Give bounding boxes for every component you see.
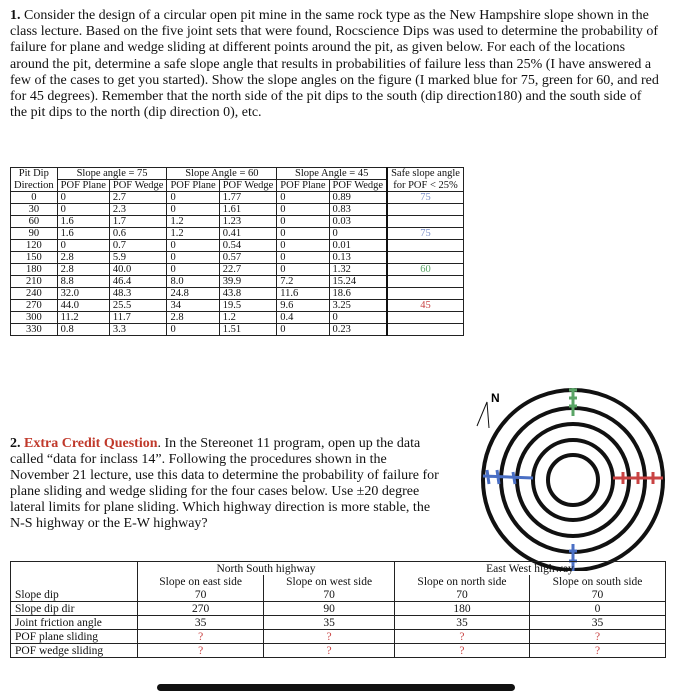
highway-col-header: Slope on south side xyxy=(530,575,666,588)
highway-value-cell: 0 xyxy=(530,602,666,616)
pit-dip-direction-cell: 210 xyxy=(11,276,58,288)
pit-dip-direction-cell: 90 xyxy=(11,228,58,240)
safe-slope-angle-cell xyxy=(387,216,463,228)
safe-slope-angle-cell xyxy=(387,276,463,288)
highway-value-cell: ? xyxy=(394,644,529,658)
question-1-number: 1. xyxy=(10,8,21,23)
north-slope-mark xyxy=(569,388,577,416)
pof-plane-45-cell: 0 xyxy=(277,216,329,228)
pof-plane-75-cell: 2.8 xyxy=(57,264,109,276)
pof-wedge-45-cell: 0 xyxy=(329,312,387,324)
pit-dip-direction-cell: 240 xyxy=(11,288,58,300)
pof-plane-60-cell: 0 xyxy=(167,264,219,276)
pof-plane-60-cell: 0 xyxy=(167,252,219,264)
safe-slope-angle-cell xyxy=(387,288,463,300)
highway-value-cell: 35 xyxy=(530,616,666,630)
highway-row-label: POF wedge sliding xyxy=(11,644,138,658)
pof-plane-45-cell: 0.4 xyxy=(277,312,329,324)
pof-plane-45-cell: 0 xyxy=(277,324,329,336)
pof-row xyxy=(11,312,464,324)
pit-dip-direction-cell: 0 xyxy=(11,192,58,204)
ring-1 xyxy=(483,390,663,570)
pof-plane-75-cell: 44.0 xyxy=(57,300,109,312)
safe-slope-angle-cell xyxy=(387,324,463,336)
pof-wedge-45-cell: 0.23 xyxy=(329,324,387,336)
pof-row xyxy=(11,288,464,300)
question-2-text: . In the Stereonet 11 program, open up the data called “data for inclass 14”. Following the procedures shown in the November 21 lecture, use this data to determine the probability of failure for plane sliding and wedge sliding for the four cases below. Use ±20 degree lateral limits for plane sliding. Which highway direction is more stable, the N-S highway or the E-W highway? xyxy=(10,436,439,531)
highway-value-cell: 35 xyxy=(394,616,529,630)
pof-plane-45-cell: 9.6 xyxy=(277,300,329,312)
pof-wedge-75-cell: 0.6 xyxy=(109,228,167,240)
pit-dip-direction-cell: 30 xyxy=(11,204,58,216)
highway-value-cell: 70 xyxy=(264,588,395,602)
pof-wedge-60-cell: 43.8 xyxy=(219,288,277,300)
pof-wedge-45-cell: 0.03 xyxy=(329,216,387,228)
question-2 xyxy=(10,436,442,532)
pof-plane-45-cell: 0 xyxy=(277,264,329,276)
pof-row xyxy=(11,240,464,252)
ew-highway-header: East West highway xyxy=(394,562,665,576)
pof-wedge-45-header: POF Wedge xyxy=(329,180,387,192)
highway-row-label: Slope dip xyxy=(11,588,138,602)
highway-value-cell: ? xyxy=(530,630,666,644)
north-arrow-icon xyxy=(477,402,489,428)
pof-wedge-60-cell: 39.9 xyxy=(219,276,277,288)
question-1 xyxy=(10,8,662,121)
slope60-header: Slope Angle = 60 xyxy=(167,168,277,180)
pof-plane-75-cell: 0 xyxy=(57,240,109,252)
pit-stereonet-figure xyxy=(473,386,666,571)
pit-dip-direction-cell: 120 xyxy=(11,240,58,252)
highway-value-cell: ? xyxy=(530,644,666,658)
pof-plane-45-cell: 0 xyxy=(277,204,329,216)
pit-dip-direction-cell: 330 xyxy=(11,324,58,336)
pof-wedge-45-cell: 3.25 xyxy=(329,300,387,312)
highway-row-label: Joint friction angle xyxy=(11,616,138,630)
north-label: N xyxy=(491,391,500,405)
safe-slope-angle-cell xyxy=(387,204,463,216)
pof-wedge-45-cell: 0.01 xyxy=(329,240,387,252)
pof-plane-75-cell: 11.2 xyxy=(57,312,109,324)
pof-plane-45-cell: 11.6 xyxy=(277,288,329,300)
safe-slope-angle-cell: 75 xyxy=(387,228,463,240)
pof-plane-75-cell: 0 xyxy=(57,204,109,216)
highway-value-cell: 70 xyxy=(530,588,666,602)
pof-wedge-60-cell: 1.2 xyxy=(219,312,277,324)
ring-5 xyxy=(548,455,598,505)
pof-wedge-45-cell: 0 xyxy=(329,228,387,240)
pof-plane-45-cell: 0 xyxy=(277,252,329,264)
pof-plane-60-cell: 34 xyxy=(167,300,219,312)
pof-wedge-60-cell: 0.57 xyxy=(219,252,277,264)
pof-wedge-75-cell: 46.4 xyxy=(109,276,167,288)
safe-slope-angle-cell xyxy=(387,240,463,252)
safe-slope-angle-cell: 45 xyxy=(387,300,463,312)
pof-row xyxy=(11,204,464,216)
pit-dip-direction-cell: 150 xyxy=(11,252,58,264)
pof-wedge-60-cell: 0.41 xyxy=(219,228,277,240)
safe-slope-angle-cell: 75 xyxy=(387,192,463,204)
west-slope-mark xyxy=(483,470,533,484)
highway-value-cell: ? xyxy=(138,630,264,644)
pof-wedge-60-cell: 22.7 xyxy=(219,264,277,276)
direction-header: Direction xyxy=(11,180,58,192)
pof-wedge-75-cell: 0.7 xyxy=(109,240,167,252)
highway-value-cell: 35 xyxy=(138,616,264,630)
highway-row xyxy=(11,630,666,644)
pof-plane-60-cell: 24.8 xyxy=(167,288,219,300)
pit-dip-header: Pit Dip xyxy=(11,168,58,180)
home-indicator[interactable] xyxy=(157,684,515,691)
highway-row xyxy=(11,602,666,616)
pof-wedge-75-cell: 11.7 xyxy=(109,312,167,324)
pof-row xyxy=(11,228,464,240)
pof-wedge-45-cell: 0.13 xyxy=(329,252,387,264)
question-2-title: Extra Credit Question xyxy=(24,436,158,451)
safe-slope-angle-cell: 60 xyxy=(387,264,463,276)
highway-table xyxy=(10,561,666,658)
pit-dip-direction-cell: 270 xyxy=(11,300,58,312)
safe-slope-angle-cell xyxy=(387,252,463,264)
pof-wedge-60-cell: 0.54 xyxy=(219,240,277,252)
pof-wedge-60-cell: 1.77 xyxy=(219,192,277,204)
pof-wedge-75-cell: 25.5 xyxy=(109,300,167,312)
pof-plane-60-cell: 1.2 xyxy=(167,216,219,228)
pof-wedge-75-cell: 1.7 xyxy=(109,216,167,228)
highway-col-header: Slope on east side xyxy=(138,575,264,588)
highway-value-cell: 90 xyxy=(264,602,395,616)
pof-plane-60-cell: 1.2 xyxy=(167,228,219,240)
pof-row xyxy=(11,324,464,336)
pof-wedge-75-header: POF Wedge xyxy=(109,180,167,192)
pof-wedge-60-header: POF Wedge xyxy=(219,180,277,192)
pof-wedge-45-cell: 1.32 xyxy=(329,264,387,276)
pof-wedge-45-cell: 0.83 xyxy=(329,204,387,216)
slope75-header: Slope angle = 75 xyxy=(57,168,167,180)
corner-cell-2 xyxy=(11,575,138,588)
pof-table xyxy=(10,167,464,336)
highway-row xyxy=(11,644,666,658)
pit-dip-direction-cell: 60 xyxy=(11,216,58,228)
pof-plane-75-header: POF Plane xyxy=(57,180,109,192)
highway-col-header: Slope on north side xyxy=(394,575,529,588)
highway-value-cell: ? xyxy=(394,630,529,644)
pof-plane-45-cell: 0 xyxy=(277,240,329,252)
pof-plane-60-cell: 0 xyxy=(167,192,219,204)
pof-plane-60-cell: 0 xyxy=(167,240,219,252)
safe-slope-angle-cell xyxy=(387,312,463,324)
highway-row xyxy=(11,588,666,602)
safe-header-1: Safe slope angle xyxy=(387,168,463,180)
pof-wedge-60-cell: 19.5 xyxy=(219,300,277,312)
pof-plane-60-cell: 2.8 xyxy=(167,312,219,324)
question-2-number: 2. xyxy=(10,436,21,451)
east-slope-mark xyxy=(613,472,663,484)
highway-row xyxy=(11,616,666,630)
pof-plane-75-cell: 1.6 xyxy=(57,228,109,240)
pof-plane-45-cell: 7.2 xyxy=(277,276,329,288)
highway-value-cell: ? xyxy=(264,644,395,658)
highway-row-label: Slope dip dir xyxy=(11,602,138,616)
pof-plane-75-cell: 0.8 xyxy=(57,324,109,336)
question-1-text: Consider the design of a circular open pit mine in the same rock type as the New Hampshire slope shown in the class lecture. Based on the five joint sets that were found, Rocscience Dips was used to determine the probability of failure for plane and wedge sliding at different points around the pit, as given below. For each of the locations around the pit, determine a safe slope angle that results in probabilities of failure less than 25% (I have answered a few of the cases to get you started). Show the slope angles on the figure (I marked blue for 75, green for 60, and red for 45 degrees). Remember that the north side of the pit dips to the south (dip direction180) and the south side of the pit dips to the north (dip direction 0), etc. xyxy=(10,8,659,121)
pof-plane-45-cell: 0 xyxy=(277,192,329,204)
highway-value-cell: ? xyxy=(138,644,264,658)
pof-plane-75-cell: 1.6 xyxy=(57,216,109,228)
highway-row-label: POF plane sliding xyxy=(11,630,138,644)
pof-plane-75-cell: 0 xyxy=(57,192,109,204)
pof-plane-75-cell: 2.8 xyxy=(57,252,109,264)
safe-header-2: for POF < 25% xyxy=(387,180,463,192)
ns-highway-header: North South highway xyxy=(138,562,395,576)
slope45-header: Slope Angle = 45 xyxy=(277,168,387,180)
pof-wedge-60-cell: 1.51 xyxy=(219,324,277,336)
pof-row xyxy=(11,276,464,288)
pof-plane-45-cell: 0 xyxy=(277,228,329,240)
highway-value-cell: 70 xyxy=(394,588,529,602)
pof-wedge-75-cell: 3.3 xyxy=(109,324,167,336)
pof-row xyxy=(11,300,464,312)
pit-dip-direction-cell: 300 xyxy=(11,312,58,324)
pof-row xyxy=(11,264,464,276)
pof-wedge-75-cell: 5.9 xyxy=(109,252,167,264)
pof-wedge-60-cell: 1.23 xyxy=(219,216,277,228)
pit-dip-direction-cell: 180 xyxy=(11,264,58,276)
pof-plane-60-cell: 0 xyxy=(167,324,219,336)
pof-plane-75-cell: 8.8 xyxy=(57,276,109,288)
pof-wedge-45-cell: 18.6 xyxy=(329,288,387,300)
highway-value-cell: 180 xyxy=(394,602,529,616)
pof-row xyxy=(11,216,464,228)
pof-plane-60-cell: 0 xyxy=(167,204,219,216)
highway-col-header: Slope on west side xyxy=(264,575,395,588)
pof-wedge-45-cell: 15.24 xyxy=(329,276,387,288)
corner-cell xyxy=(11,562,138,576)
pof-wedge-45-cell: 0.89 xyxy=(329,192,387,204)
highway-value-cell: ? xyxy=(264,630,395,644)
pof-plane-60-header: POF Plane xyxy=(167,180,219,192)
pof-row xyxy=(11,252,464,264)
pof-row xyxy=(11,192,464,204)
highway-value-cell: 270 xyxy=(138,602,264,616)
pof-wedge-75-cell: 2.3 xyxy=(109,204,167,216)
pof-wedge-60-cell: 1.61 xyxy=(219,204,277,216)
highway-value-cell: 35 xyxy=(264,616,395,630)
highway-value-cell: 70 xyxy=(138,588,264,602)
pof-wedge-75-cell: 40.0 xyxy=(109,264,167,276)
ring-4 xyxy=(533,440,613,520)
pof-plane-60-cell: 8.0 xyxy=(167,276,219,288)
pof-wedge-75-cell: 2.7 xyxy=(109,192,167,204)
pof-plane-45-header: POF Plane xyxy=(277,180,329,192)
pof-wedge-75-cell: 48.3 xyxy=(109,288,167,300)
pof-plane-75-cell: 32.0 xyxy=(57,288,109,300)
